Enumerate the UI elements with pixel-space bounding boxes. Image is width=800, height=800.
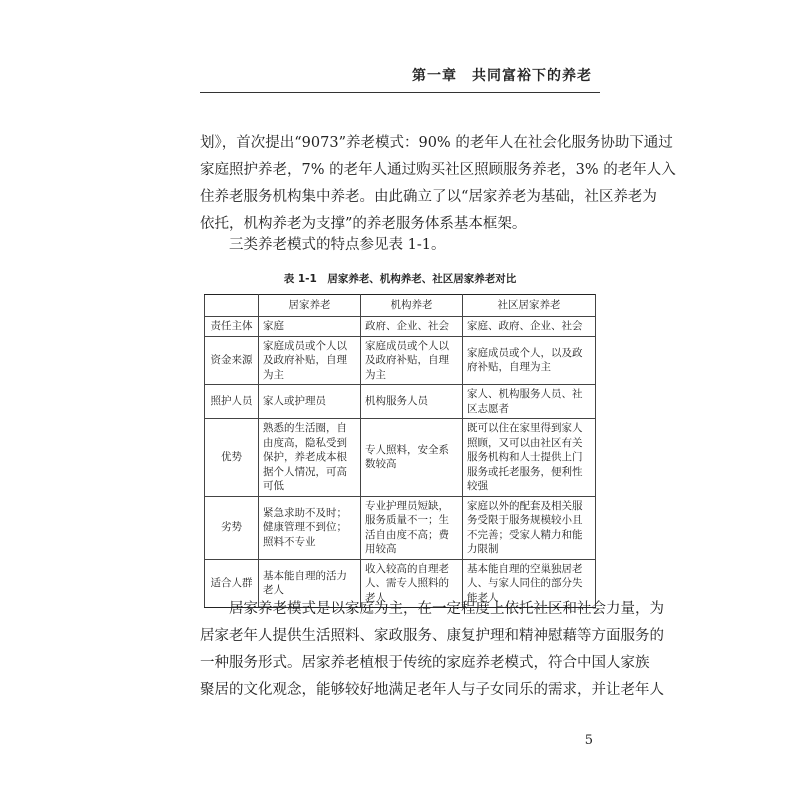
table-row [205, 496, 596, 559]
table-cell: 家庭 [259, 317, 361, 337]
paragraph-2 [200, 232, 600, 259]
page-number: 5 [584, 733, 593, 748]
row-label: 资金来源 [205, 336, 259, 385]
text-line: 居家老年人提供生活照料、家政服务、康复护理和精神慰藉等方面服务的 [200, 628, 664, 644]
table-header-cell: 居家养老 [259, 295, 361, 317]
row-label: 劣势 [205, 496, 259, 559]
table-cell: 熟悉的生活圈，自由度高，隐私受到保护，养老成本根据个人情况，可高可低 [259, 419, 361, 497]
row-label: 适合人群 [205, 559, 259, 608]
table-cell: 政府、企业、社会 [361, 317, 463, 337]
table-row [205, 419, 596, 497]
row-label: 优势 [205, 419, 259, 497]
text-line: 划》，首次提出“9073”养老模式：90% 的老年人在社会化服务协助下通过 [200, 135, 673, 151]
comparison-table [204, 294, 596, 608]
table-cell: 家庭、政府、企业、社会 [463, 317, 596, 337]
paragraph-1 [200, 130, 676, 238]
paragraph-3 [200, 596, 664, 704]
table-cell: 基本能自理的活力老人 [259, 559, 361, 608]
table-cell: 收入较高的自理老人、需专人照料的老人 [361, 559, 463, 608]
text-line: 住养老服务机构集中养老。由此确立了以“居家养老为基础，社区养老为 [200, 189, 657, 205]
table-cell: 紧急求助不及时；健康管理不到位；照料不专业 [259, 496, 361, 559]
table-row [205, 385, 596, 419]
table-cell: 专人照料，安全系数较高 [361, 419, 463, 497]
table-cell: 家庭成员或个人以及政府补贴，自理为主 [361, 336, 463, 385]
table-row [205, 336, 596, 385]
table-cell: 家人、机构服务人员、社区志愿者 [463, 385, 596, 419]
text-line: 三类养老模式的特点参见表 1-1。 [229, 237, 446, 253]
table-cell: 专业护理员短缺，服务质量不一；生活自由度不高；费用较高 [361, 496, 463, 559]
text-line: 依托，机构养老为支撑”的养老服务体系基本框架。 [200, 216, 527, 232]
table-header-cell: 机构养老 [361, 295, 463, 317]
row-label: 照护人员 [205, 385, 259, 419]
running-head: 第一章 共同富裕下的养老 [412, 68, 592, 84]
table-header-cell [205, 295, 259, 317]
table-caption: 表 1-1 居家养老、机构养老、社区居家养老对比 [283, 273, 517, 285]
table-cell: 家庭以外的配套及相关服务受限于服务规模较小且不完善；受家人精力和能力限制 [463, 496, 596, 559]
table-cell: 家庭成员或个人，以及政府补贴，自理为主 [463, 336, 596, 385]
table-header-cell: 社区居家养老 [463, 295, 596, 317]
row-label: 责任主体 [205, 317, 259, 337]
table-cell: 机构服务人员 [361, 385, 463, 419]
text-line: 聚居的文化观念，能够较好地满足老年人与子女同乐的需求，并让老年人 [200, 682, 664, 698]
table-cell: 家庭成员或个人以及政府补贴，自理为主 [259, 336, 361, 385]
header-rule [200, 92, 600, 93]
table-header-row [205, 295, 596, 317]
table-cell: 既可以住在家里得到家人照顾，又可以由社区有关服务机构和人士提供上门服务或托老服务，便利性较强 [463, 419, 596, 497]
table-cell: 基本能自理的空巢独居老人、与家人同住的部分失能老人 [463, 559, 596, 608]
table-cell: 家人或护理员 [259, 385, 361, 419]
table-row [205, 317, 596, 337]
text-line: 家庭照护养老，7% 的老年人通过购买社区照顾服务养老，3% 的老年人入 [200, 162, 676, 178]
text-line: 一种服务形式。居家养老植根于传统的家庭养老模式，符合中国人家族 [200, 655, 650, 671]
text-line: 居家养老模式是以家庭为主，在一定程度上依托社区和社会力量，为 [229, 601, 664, 617]
